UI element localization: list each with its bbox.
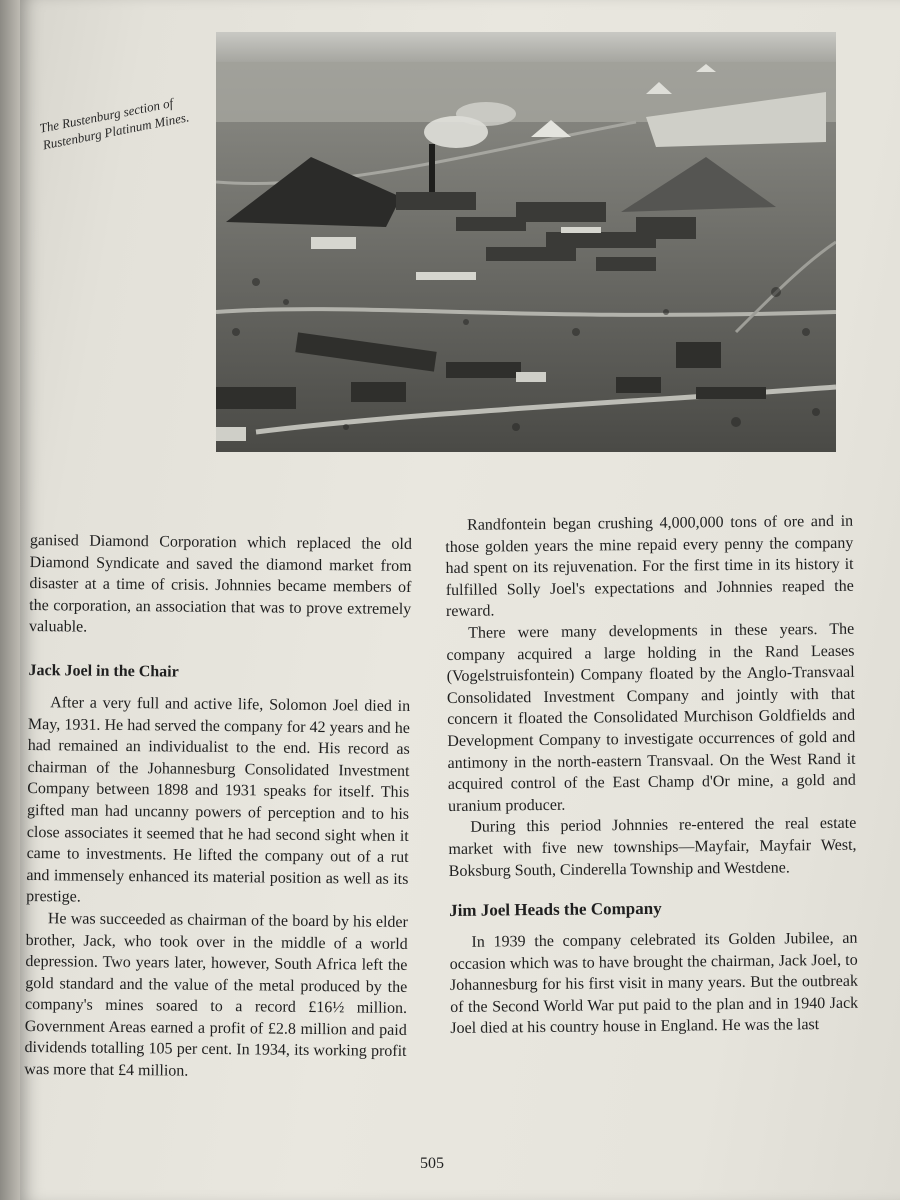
page-number: 505 (420, 1155, 444, 1172)
left-column (24, 530, 412, 1085)
photo-caption: The Rustenburg section of Rustenburg Platinum Mines. (38, 95, 191, 153)
right-column (445, 511, 858, 1040)
right-paragraph-2: There were many developments in these years. The company acquired a large holding in the Rand Leases (Vogelstruisfontein) Company floated by the Anglo-Transvaal Consolidated Investment Company and jointly with that concern it floated the Consolidated Murchison Goldfields and Development Company to investigate occurrences of gold and antimony in the north-eastern Transvaal. On the West Rand it acquired control of the East Champ d'Or mine, a gold and uranium producer. (446, 620, 856, 815)
book-page (20, 0, 900, 1200)
section-heading-jack-joel: Jack Joel in the Chair (28, 661, 179, 681)
right-paragraph-4: In 1939 the company celebrated its Golden Jubilee, an occasion which was to have brought the chairman, Jack Joel, to Johannesburg for his first visit in many years. But the outbreak of the Second World War put paid to the plan and in 1940 Jack Joel died at his country house in England. He was the last (449, 929, 859, 1038)
right-paragraph-1: Randfontein began crushing 4,000,000 tons of ore and in those golden years the mine repaid every penny the company had spent on its rejuvenation. For the first time in its history it fulfilled Solly Joel's expectations and Johnnies reaped the reward. (445, 512, 854, 621)
mine-aerial-photo (216, 32, 836, 452)
mine-photo-illustration (216, 32, 836, 452)
right-paragraph-3: During this period Johnnies re-entered the real estate market with five new townships—Mayfair, Mayfair West, Boksburg South, Cinderella Township and Westdene. (448, 815, 857, 880)
left-paragraph-3: He was succeeded as chairman of the board by his elder brother, Jack, who took over in the middle of a world depression. Two years later, however, South Africa left the gold standard and the value of the metal produced by the company's mines soared to a record £16½ million. Government Areas earned a profit of £2.8 million and paid dividends totalling 105 per cent. In 1934, its working profit was more that £4 million. (24, 910, 409, 1080)
section-heading-jim-joel: Jim Joel Heads the Company (449, 898, 662, 921)
left-paragraph-1: ganised Diamond Corporation which replaced the old Diamond Syndicate and saved the diamond market from disaster at a time of crisis. Johnnies became members of the corporation, an association that was to prove extremely valuable. (28, 531, 412, 636)
left-paragraph-2: After a very full and active life, Solomon Joel died in May, 1931. He had served the company for 42 years and he had remained an individualist to the end. His record as chairman of the Johannesburg Consolidated Investment Company between 1898 and 1931 speaks for itself. This gifted man had uncanny powers of perception and to his close associates it seemed that he had second sight when it came to investments. He lifted the company out of a rut and immensely enhanced its material position as well as its prestige. (26, 694, 411, 906)
